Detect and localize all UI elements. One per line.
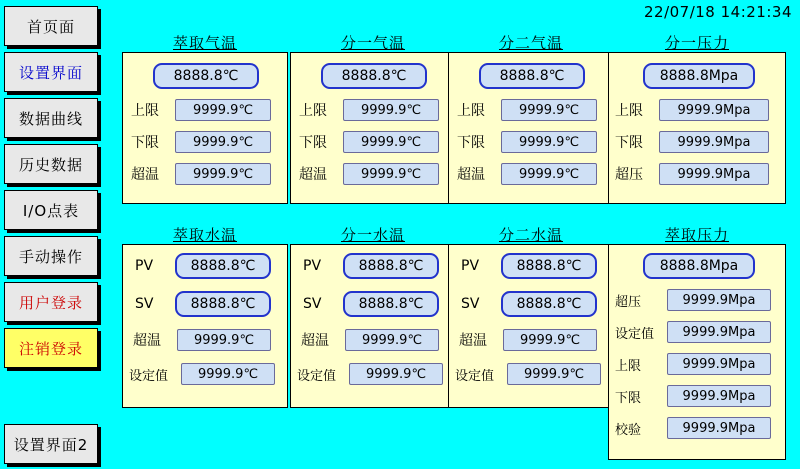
panel-4-row-0-label: PV [135,258,154,274]
panel-2-row-2-label: 超温 [457,167,485,183]
panel-5-row-3-value[interactable]: 9999.9℃ [349,363,443,385]
panel-2-row-2-value[interactable]: 9999.9℃ [501,163,597,185]
panel-3-row-2-label: 超压 [615,167,643,183]
panel-2-row-1-value[interactable]: 9999.9℃ [501,131,597,153]
panel-3-row-1-value[interactable]: 9999.9Mpa [659,131,769,153]
panel-0-row-1-label: 下限 [131,135,159,151]
panel-title-3: 分一压力 [664,34,729,52]
panel-5-row-2-label: 超温 [301,333,329,349]
panel-4-row-3-label: 设定值 [129,368,169,384]
sidebar-item-history[interactable] [4,144,98,184]
panel-7-row-1-value[interactable]: 9999.9Mpa [667,321,771,343]
panel-extraction-water-temp [122,244,288,408]
panel-0-row-2-label: 超温 [131,167,159,183]
panel-1-row-2-value[interactable]: 9999.9℃ [343,163,439,185]
sidebar-item-settings2[interactable] [4,424,98,464]
panel-1-row-0-label: 上限 [299,103,327,119]
sidebar-item-label: I/O点表 [22,201,80,220]
panel-7-row-2-value[interactable]: 9999.9Mpa [667,353,771,375]
panel-0-row-2-value[interactable]: 9999.9℃ [175,163,271,185]
sidebar [0,0,102,469]
panel-extraction-air-temp [122,52,288,204]
panel-6-row-2-label: 超温 [459,333,487,349]
panel-title-0: 萃取气温 [172,34,237,52]
panel-7-row-1-label: 设定值 [615,326,655,342]
panel-3-row-0-value[interactable]: 9999.9Mpa [659,99,769,121]
panel-7-row-0-value[interactable]: 9999.9Mpa [667,289,771,311]
sidebar-item-logout[interactable] [4,328,98,368]
panel-6-row-3-label: 设定值 [455,368,495,384]
panel-5-row-1-label: SV [303,296,322,312]
panel-sep1-pressure [608,52,786,204]
panel-6-row-3-value[interactable]: 9999.9℃ [507,363,601,385]
panel-2-row-0-value[interactable]: 9999.9℃ [501,99,597,121]
panel-title-6: 分二水温 [498,226,563,244]
panel-title-4: 萃取水温 [172,226,237,244]
panel-2-main-value[interactable]: 8888.8℃ [479,63,585,89]
panel-7-row-0-label: 超压 [615,294,642,310]
panel-1-row-0-value[interactable]: 9999.9℃ [343,99,439,121]
panel-4-row-0-value[interactable]: 8888.8℃ [175,253,271,279]
panel-7-row-3-value[interactable]: 9999.9Mpa [667,385,771,407]
sidebar-item-label: 设置界面 [18,63,83,82]
panel-2-row-1-label: 下限 [457,135,485,151]
panel-7-row-4-label: 校验 [615,422,642,438]
system-clock: 22/07/18 14:21:34 [643,3,792,21]
panel-3-row-2-value[interactable]: 9999.9Mpa [659,163,769,185]
sidebar-item-login[interactable] [4,282,98,322]
panel-4-row-1-label: SV [135,296,154,312]
sidebar-item-manual[interactable] [4,236,98,276]
panel-5-row-1-value[interactable]: 8888.8℃ [343,291,439,317]
panel-0-main-value[interactable]: 8888.8℃ [153,63,259,89]
panel-sep2-water-temp [448,244,614,408]
sidebar-item-label: 用户登录 [18,293,83,312]
panel-0-row-0-value[interactable]: 9999.9℃ [175,99,271,121]
panel-5-row-0-value[interactable]: 8888.8℃ [343,253,439,279]
sidebar-item-datacurve[interactable] [4,98,98,138]
sidebar-item-iotable[interactable] [4,190,98,230]
panel-2-row-0-label: 上限 [457,103,485,119]
panel-6-row-0-label: PV [461,258,480,274]
panel-7-row-4-value[interactable]: 9999.9Mpa [667,417,771,439]
panel-0-row-1-value[interactable]: 9999.9℃ [175,131,271,153]
panel-4-row-1-value[interactable]: 8888.8℃ [175,291,271,317]
sidebar-item-label: 手动操作 [18,247,83,266]
panel-title-1: 分一气温 [340,34,405,52]
panel-3-row-0-label: 上限 [615,103,643,119]
panel-5-row-2-value[interactable]: 9999.9℃ [345,329,439,351]
panel-sep2-air-temp [448,52,614,204]
panel-7-row-3-label: 下限 [615,390,642,406]
panel-1-row-1-label: 下限 [299,135,327,151]
sidebar-item-label: 设置界面2 [13,435,89,454]
panel-4-row-2-label: 超温 [133,333,161,349]
sidebar-item-label: 首页面 [26,17,75,36]
panel-4-row-2-value[interactable]: 9999.9℃ [177,329,271,351]
panel-6-row-1-label: SV [461,296,480,312]
panel-6-row-0-value[interactable]: 8888.8℃ [501,253,597,279]
panel-extraction-pressure [608,244,786,460]
panel-1-row-1-value[interactable]: 9999.9℃ [343,131,439,153]
panel-6-row-2-value[interactable]: 9999.9℃ [503,329,597,351]
panel-4-row-3-value[interactable]: 9999.9℃ [181,363,275,385]
panel-1-main-value[interactable]: 8888.8℃ [321,63,427,89]
sidebar-item-label: 历史数据 [18,155,83,174]
panel-title-2: 分二气温 [498,34,563,52]
sidebar-item-settings[interactable] [4,52,98,92]
panel-3-row-1-label: 下限 [615,135,643,151]
sidebar-item-home[interactable] [4,6,98,46]
sidebar-item-label: 注销登录 [18,339,83,358]
panel-3-main-value[interactable]: 8888.8Mpa [643,63,755,89]
panel-1-row-2-label: 超温 [299,167,327,183]
panel-5-row-3-label: 设定值 [297,368,337,384]
panel-6-row-1-value[interactable]: 8888.8℃ [501,291,597,317]
panel-0-row-0-label: 上限 [131,103,159,119]
panel-title-5: 分一水温 [340,226,405,244]
panel-7-row-2-label: 上限 [615,358,642,374]
panel-sep1-water-temp [290,244,456,408]
sidebar-item-label: 数据曲线 [18,109,83,128]
panel-title-7: 萃取压力 [664,226,729,244]
panel-5-row-0-label: PV [303,258,322,274]
panel-sep1-air-temp [290,52,456,204]
panel-7-main-value[interactable]: 8888.8Mpa [643,253,755,279]
